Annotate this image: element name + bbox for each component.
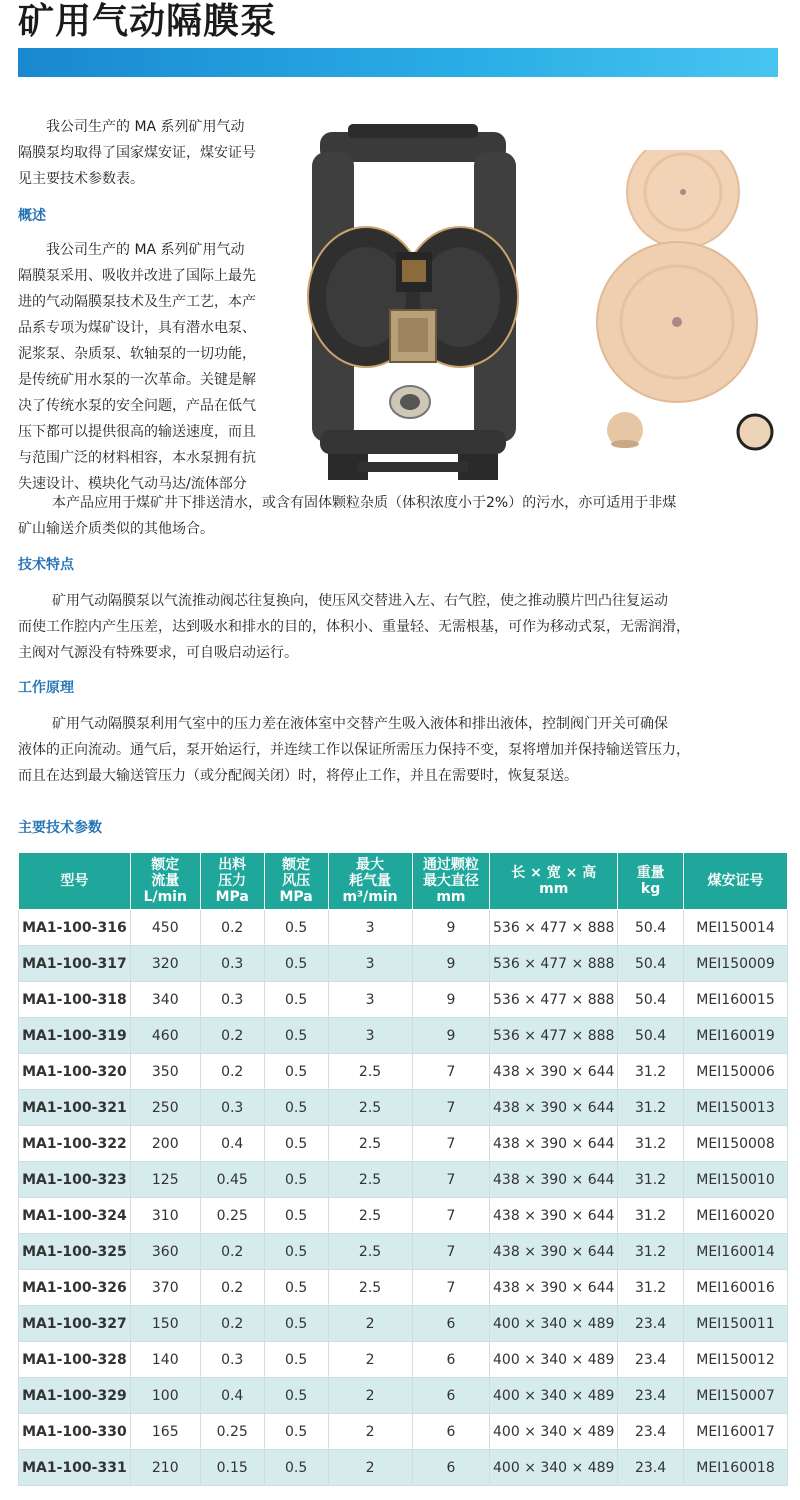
features-line: 而使工作腔内产生压差，达到吸水和排水的目的，体积小、重量轻、无需根基，可作为移动式泵，无需润滑， [18, 619, 690, 635]
header-line: 长 × 宽 × 高 [511, 865, 597, 881]
table-cell: 6 [412, 1450, 490, 1486]
table-cell: MEI150011 [684, 1306, 788, 1342]
table-row [19, 982, 788, 1018]
table-cell: 2 [328, 1450, 412, 1486]
table-cell: 3 [328, 946, 412, 982]
table-cell: 7 [412, 1090, 490, 1126]
overview-heading: 概述 [18, 208, 46, 224]
header-line: 最大 [356, 857, 385, 873]
table-header-row [19, 853, 788, 910]
table-cell: 438 × 390 × 644 [490, 1198, 618, 1234]
table-cell: 400 × 340 × 489 [490, 1450, 618, 1486]
table-cell: 0.2 [200, 1018, 264, 1054]
model-cell: MA1-100-321 [19, 1090, 131, 1126]
table-cell: 438 × 390 × 644 [490, 1054, 618, 1090]
table-cell: 140 [130, 1342, 200, 1378]
table-cell: 9 [412, 1018, 490, 1054]
table-cell: 350 [130, 1054, 200, 1090]
overview-line: 与范围广泛的材料相容，本水泵拥有抗 [18, 450, 256, 466]
principle-line: 矿用气动隔膜泵利用气室中的压力差在液体室中交替产生吸入液体和排出液体，控制阀门开关可确保 [52, 716, 668, 732]
table-cell: 2.5 [328, 1270, 412, 1306]
features-line: 主阀对气源没有特殊要求，可自吸启动运行。 [18, 645, 298, 661]
model-cell: MA1-100-324 [19, 1198, 131, 1234]
table-cell: 360 [130, 1234, 200, 1270]
model-cell: MA1-100-327 [19, 1306, 131, 1342]
table-header-cell [200, 853, 264, 910]
table-row [19, 1378, 788, 1414]
table-cell: 165 [130, 1414, 200, 1450]
table-cell: MEI150010 [684, 1162, 788, 1198]
table-cell: 2.5 [328, 1234, 412, 1270]
table-cell: 0.5 [264, 1234, 328, 1270]
table-header-cell [684, 853, 788, 910]
table-cell: 460 [130, 1018, 200, 1054]
table-cell: 7 [412, 1198, 490, 1234]
table-cell: 2 [328, 1414, 412, 1450]
table-header-cell [19, 853, 131, 910]
table-cell: 0.4 [200, 1378, 264, 1414]
table-cell: MEI150014 [684, 910, 788, 946]
table-cell: MEI150013 [684, 1090, 788, 1126]
table-row [19, 1126, 788, 1162]
table-row [19, 1198, 788, 1234]
table-header-cell [264, 853, 328, 910]
table-cell: MEI150012 [684, 1342, 788, 1378]
pump-image [298, 122, 528, 488]
table-cell: 31.2 [618, 1270, 684, 1306]
intro-paragraph [18, 114, 298, 192]
table-cell: 3 [328, 910, 412, 946]
model-cell: MA1-100-320 [19, 1054, 131, 1090]
header-line: 型号 [60, 873, 89, 889]
overview-line: 进的气动隔膜泵技术及生产工艺，本产 [18, 294, 256, 310]
header-line: L/min [143, 889, 187, 905]
header-line: 流量 [151, 873, 180, 889]
table-cell: MEI150009 [684, 946, 788, 982]
model-cell: MA1-100-330 [19, 1414, 131, 1450]
table-cell: 31.2 [618, 1162, 684, 1198]
table-cell: 7 [412, 1234, 490, 1270]
params-table [18, 852, 788, 1486]
table-cell: MEI160017 [684, 1414, 788, 1450]
overview-line: 隔膜泵采用、吸收并改进了国际上最先 [18, 268, 256, 284]
table-cell: 23.4 [618, 1378, 684, 1414]
table-cell: 0.5 [264, 1414, 328, 1450]
table-cell: 2.5 [328, 1162, 412, 1198]
table-cell: 0.2 [200, 1234, 264, 1270]
table-cell: 0.2 [200, 1054, 264, 1090]
principle-line: 液体的正向流动。通气后，泵开始运行，并连续工作以保证所需压力保持不变，泵将增加并保持输送管压力， [18, 742, 690, 758]
table-cell: MEI160014 [684, 1234, 788, 1270]
overview-line: 决了传统水泵的安全问题，产品在低气 [18, 398, 256, 414]
table-cell: 0.5 [264, 1198, 328, 1234]
features-paragraph [18, 588, 788, 666]
table-cell: 450 [130, 910, 200, 946]
table-cell: 6 [412, 1378, 490, 1414]
table-cell: 9 [412, 946, 490, 982]
model-cell: MA1-100-316 [19, 910, 131, 946]
table-body [19, 910, 788, 1486]
header-line: 耗气量 [349, 873, 392, 889]
principle-paragraph [18, 711, 788, 789]
intro-line: 隔膜泵均取得了国家煤安证，煤安证号 [18, 145, 256, 161]
table-cell: 0.5 [264, 1162, 328, 1198]
header-line: 风压 [282, 873, 311, 889]
table-cell: MEI150007 [684, 1378, 788, 1414]
table-cell: 9 [412, 910, 490, 946]
table-cell: 31.2 [618, 1054, 684, 1090]
table-cell: 23.4 [618, 1450, 684, 1486]
principle-line: 而且在达到最大输送管压力（或分配阀关闭）时，将停止工作，并且在需要时，恢复泵送。 [18, 768, 578, 784]
model-cell: MA1-100-322 [19, 1126, 131, 1162]
table-cell: 2 [328, 1306, 412, 1342]
table-cell: 31.2 [618, 1126, 684, 1162]
table-cell: 0.15 [200, 1450, 264, 1486]
table-cell: 2.5 [328, 1090, 412, 1126]
table-cell: 0.3 [200, 982, 264, 1018]
model-cell: MA1-100-317 [19, 946, 131, 982]
table-cell: 2.5 [328, 1126, 412, 1162]
header-line: MPa [279, 889, 313, 905]
table-cell: 0.5 [264, 910, 328, 946]
table-cell: 210 [130, 1450, 200, 1486]
table-cell: 23.4 [618, 1414, 684, 1450]
table-cell: 31.2 [618, 1234, 684, 1270]
header-line: mm [436, 889, 466, 905]
model-cell: MA1-100-331 [19, 1450, 131, 1486]
overview-full-line: 本产品应用于煤矿井下排送清水，或含有固体颗粒杂质（体积浓度小于2%）的污水，亦可适用于非煤 [52, 495, 677, 511]
table-cell: 400 × 340 × 489 [490, 1342, 618, 1378]
table-cell: 150 [130, 1306, 200, 1342]
header-line: 煤安证号 [707, 873, 764, 889]
overview-line: 是传统矿用水泵的一次革命。关键是解 [18, 372, 256, 388]
table-row [19, 1018, 788, 1054]
table-cell: 250 [130, 1090, 200, 1126]
table-cell: 0.5 [264, 982, 328, 1018]
overview-paragraph [18, 237, 298, 497]
table-cell: 0.25 [200, 1198, 264, 1234]
table-cell: MEI160019 [684, 1018, 788, 1054]
table-header-cell [412, 853, 490, 910]
header-line: kg [640, 881, 661, 897]
table-cell: 2 [328, 1342, 412, 1378]
table-cell: 310 [130, 1198, 200, 1234]
table-row [19, 910, 788, 946]
table-cell: 536 × 477 × 888 [490, 982, 618, 1018]
overview-line: 品系专项为煤矿设计，具有潜水电泵、 [18, 320, 256, 336]
model-cell: MA1-100-326 [19, 1270, 131, 1306]
table-cell: 0.4 [200, 1126, 264, 1162]
table-cell: 0.5 [264, 1054, 328, 1090]
table-cell: 0.3 [200, 1090, 264, 1126]
table-cell: 23.4 [618, 1342, 684, 1378]
table-cell: 438 × 390 × 644 [490, 1090, 618, 1126]
intro-line: 见主要技术参数表。 [18, 171, 144, 187]
model-cell: MA1-100-329 [19, 1378, 131, 1414]
table-cell: 2.5 [328, 1198, 412, 1234]
header-line: MPa [215, 889, 249, 905]
table-cell: MEI160020 [684, 1198, 788, 1234]
table-cell: 0.25 [200, 1414, 264, 1450]
table-header-cell [130, 853, 200, 910]
table-cell: 0.3 [200, 946, 264, 982]
overview-line: 失速设计、模块化气动马达/流体部分 [18, 476, 247, 492]
header-line: 重量 [636, 865, 665, 881]
diaphragm-parts-image [595, 150, 785, 460]
table-cell: 7 [412, 1126, 490, 1162]
overview-line: 我公司生产的 MA 系列矿用气动 [46, 242, 245, 258]
table-cell: 0.5 [264, 946, 328, 982]
table-cell: 0.5 [264, 1270, 328, 1306]
title-bar [18, 48, 778, 77]
table-row [19, 1342, 788, 1378]
table-cell: 0.5 [264, 1450, 328, 1486]
overview-application [18, 490, 788, 542]
model-cell: MA1-100-318 [19, 982, 131, 1018]
table-cell: 0.3 [200, 1342, 264, 1378]
table-row [19, 1270, 788, 1306]
table-cell: 0.2 [200, 910, 264, 946]
page-title: 矿用气动隔膜泵 [18, 1, 278, 42]
header-line: 最大直径 [422, 873, 479, 889]
table-cell: 3 [328, 1018, 412, 1054]
table-header-cell [490, 853, 618, 910]
table-cell: 0.45 [200, 1162, 264, 1198]
table-cell: 100 [130, 1378, 200, 1414]
model-cell: MA1-100-328 [19, 1342, 131, 1378]
table-cell: 536 × 477 × 888 [490, 1018, 618, 1054]
header-line: 出料 [218, 857, 247, 873]
table-row [19, 946, 788, 982]
table-cell: 7 [412, 1162, 490, 1198]
table-cell: 400 × 340 × 489 [490, 1378, 618, 1414]
table-row [19, 1162, 788, 1198]
model-cell: MA1-100-325 [19, 1234, 131, 1270]
table-cell: 0.5 [264, 1378, 328, 1414]
table-cell: 438 × 390 × 644 [490, 1270, 618, 1306]
table-cell: 7 [412, 1054, 490, 1090]
table-cell: 23.4 [618, 1306, 684, 1342]
principle-heading: 工作原理 [18, 680, 74, 696]
table-cell: 200 [130, 1126, 200, 1162]
table-cell: 536 × 477 × 888 [490, 910, 618, 946]
model-cell: MA1-100-319 [19, 1018, 131, 1054]
header-line: 额定 [282, 857, 311, 873]
header-line: 额定 [151, 857, 180, 873]
features-heading: 技术特点 [18, 557, 74, 573]
table-cell: MEI150006 [684, 1054, 788, 1090]
table-cell: 50.4 [618, 1018, 684, 1054]
header-line: m³/min [342, 889, 398, 905]
table-cell: 2 [328, 1378, 412, 1414]
header-line: 压力 [218, 873, 247, 889]
table-row [19, 1234, 788, 1270]
overview-full-line: 矿山输送介质类似的其他场合。 [18, 521, 214, 537]
table-header-cell [618, 853, 684, 910]
table-cell: 400 × 340 × 489 [490, 1414, 618, 1450]
table-cell: 9 [412, 982, 490, 1018]
table-cell: 0.5 [264, 1342, 328, 1378]
table-cell: 125 [130, 1162, 200, 1198]
table-cell: 50.4 [618, 982, 684, 1018]
table-cell: 6 [412, 1414, 490, 1450]
table-cell: 50.4 [618, 946, 684, 982]
header-line: 通过颗粒 [422, 857, 479, 873]
table-row [19, 1450, 788, 1486]
table-cell: 0.5 [264, 1090, 328, 1126]
table-cell: MEI160015 [684, 982, 788, 1018]
table-cell: 2.5 [328, 1054, 412, 1090]
table-cell: 536 × 477 × 888 [490, 946, 618, 982]
table-cell: 0.2 [200, 1270, 264, 1306]
table-cell: 438 × 390 × 644 [490, 1126, 618, 1162]
table-cell: 7 [412, 1270, 490, 1306]
table-cell: 438 × 390 × 644 [490, 1234, 618, 1270]
table-row [19, 1306, 788, 1342]
table-cell: 50.4 [618, 910, 684, 946]
table-cell: 0.5 [264, 1306, 328, 1342]
table-cell: 0.5 [264, 1126, 328, 1162]
table-row [19, 1090, 788, 1126]
table-cell: 340 [130, 982, 200, 1018]
table-cell: 320 [130, 946, 200, 982]
table-header-cell [328, 853, 412, 910]
table-row [19, 1054, 788, 1090]
table-cell: 31.2 [618, 1090, 684, 1126]
table-cell: 6 [412, 1342, 490, 1378]
overview-line: 泥浆泵、杂质泵、软轴泵的一切功能， [18, 346, 256, 362]
table-cell: 438 × 390 × 644 [490, 1162, 618, 1198]
table-cell: 6 [412, 1306, 490, 1342]
table-cell: 3 [328, 982, 412, 1018]
table-cell: MEI160016 [684, 1270, 788, 1306]
table-cell: 0.2 [200, 1306, 264, 1342]
overview-line: 压下都可以提供很高的输送速度，而且 [18, 424, 256, 440]
table-row [19, 1414, 788, 1450]
header-line: mm [539, 881, 569, 897]
table-cell: 31.2 [618, 1198, 684, 1234]
table-cell: 0.5 [264, 1018, 328, 1054]
params-heading: 主要技术参数 [18, 820, 102, 836]
table-cell: 370 [130, 1270, 200, 1306]
features-line: 矿用气动隔膜泵以气流推动阀芯往复换向，使压风交替进入左、右气腔，使之推动膜片凹凸往复运动 [52, 593, 668, 609]
table-cell: 400 × 340 × 489 [490, 1306, 618, 1342]
intro-line: 我公司生产的 MA 系列矿用气动 [46, 119, 245, 135]
model-cell: MA1-100-323 [19, 1162, 131, 1198]
table-cell: MEI150008 [684, 1126, 788, 1162]
table-cell: MEI160018 [684, 1450, 788, 1486]
